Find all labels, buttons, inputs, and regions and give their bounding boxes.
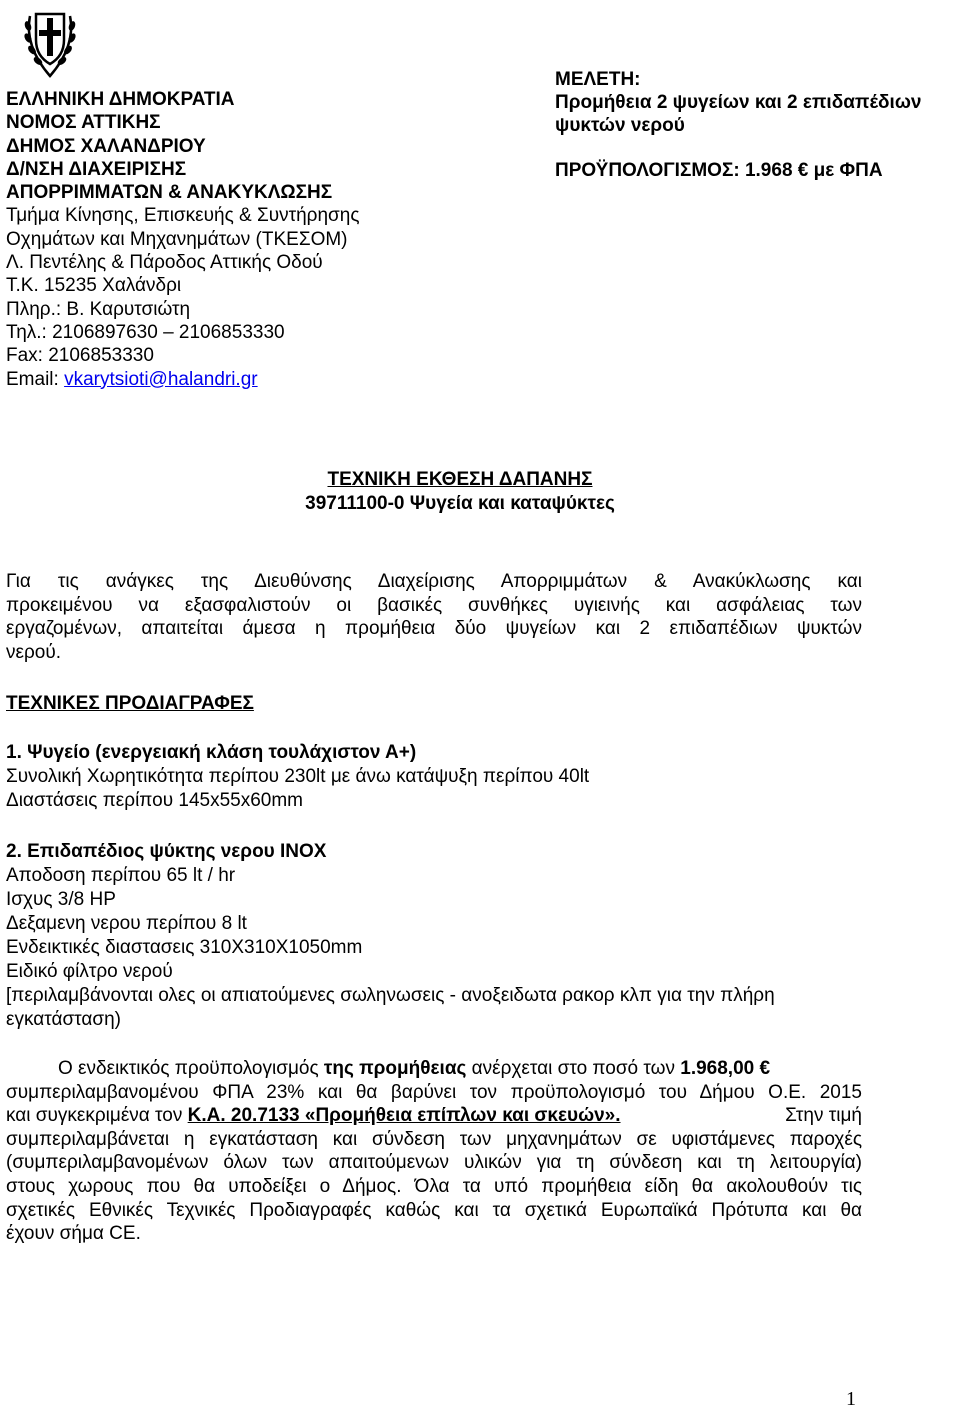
budget-line-5: (συμπεριλαμβανομένων όλων των απαιτούμενων υλικών για τη σύνδεση και τη λειτουργία) bbox=[6, 1152, 862, 1174]
study-header bbox=[555, 68, 921, 182]
budget-paragraph bbox=[6, 1057, 862, 1246]
header-line-municipality: ΔΗΜΟΣ ΧΑΛΑΝΔΡΙΟΥ bbox=[6, 135, 206, 157]
coat-of-arms-emblem bbox=[22, 6, 78, 80]
study-title-line2: ψυκτών νερού bbox=[555, 115, 685, 136]
budget-line-3 bbox=[6, 1104, 862, 1128]
budget-line: ΠΡΟΫΠΟΛΟΓΙΣΜΟΣ: 1.968 € με ΦΠΑ bbox=[555, 160, 883, 181]
spec-item-fridge bbox=[6, 741, 589, 813]
report-title bbox=[0, 468, 920, 516]
header-line-phone: Τηλ.: 2106897630 – 2106853330 bbox=[6, 321, 285, 343]
header-line-contact-person: Πληρ.: Β. Καρυτσιώτη bbox=[6, 298, 191, 320]
spec-line: [περιλαμβάνονται ολες οι απιατούμενες σωληνωσεις - ανοξειδωτα ρακορ κλπ για την πλήρη bbox=[6, 985, 775, 1006]
budget-text-bold: της προμήθειας bbox=[323, 1058, 467, 1079]
spec-line: Διαστάσεις περίπου 145x55x60mm bbox=[6, 790, 304, 811]
spec-line: Ισχυς 3/8 HP bbox=[6, 889, 116, 910]
greek-coat-of-arms-icon bbox=[22, 6, 78, 80]
spec-line: Δεξαμενη νερου περίπου 8 lt bbox=[6, 913, 247, 934]
spec-item-title: 2. Επιδαπέδιος ψύκτης νερου INOX bbox=[6, 841, 327, 862]
budget-text: και συγκεκριμένα τον bbox=[6, 1105, 188, 1127]
spec-line: εγκατάσταση) bbox=[6, 1009, 122, 1030]
budget-code: Κ.Α. 20.7133 «Προμήθεια επίπλων και σκευών». bbox=[187, 1105, 621, 1127]
study-title-line1: Προμήθεια 2 ψυγείων και 2 επιδαπέδιων bbox=[555, 92, 922, 113]
header-line-address: Λ. Πεντέλης & Πάροδος Αττικής Οδού bbox=[6, 252, 323, 274]
spec-item-title: 1. Ψυγείο (ενεργειακή κλάση τουλάχιστον Α+) bbox=[6, 742, 417, 763]
budget-line-3-start bbox=[6, 1104, 621, 1128]
spec-line: Συνολική Χωρητικότητα περίπου 230lt με άνω κατάψυξη περίπου 40lt bbox=[6, 766, 590, 787]
budget-text: Στην τιμή bbox=[785, 1105, 862, 1127]
intro-paragraph bbox=[6, 570, 862, 664]
spec-line: Ειδικό φίλτρο νερού bbox=[6, 961, 173, 982]
budget-line-4: συμπεριλαμβάνεται η εγκατάσταση και σύνδεση των μηχανημάτων σε υφιστάμενες παροχές bbox=[6, 1128, 862, 1150]
budget-text: ανέρχεται στο ποσό των bbox=[466, 1058, 681, 1079]
page-number: 1 bbox=[846, 1388, 856, 1410]
header-line-country: ΕΛΛΗΝΙΚΗ ΔΗΜΟΚΡΑΤΙΑ bbox=[6, 89, 235, 110]
authority-header bbox=[6, 88, 360, 391]
header-line-department-cont: Οχημάτων και Μηχανημάτων (ΤΚΕΣΟΜ) bbox=[6, 228, 348, 250]
budget-line-7: σχετικές Εθνικές Τεχνικές Προδιαγραφές καθώς και τα σχετικά Ευρωπαϊκά Πρότυπα και θα bbox=[6, 1199, 862, 1221]
study-label: ΜΕΛΕΤΗ: bbox=[555, 69, 641, 90]
specs-heading: ΤΕΧΝΙΚΕΣ ΠΡΟΔΙΑΓΡΑΦΕΣ bbox=[6, 693, 254, 714]
email-link[interactable]: vkarytsioti@halandri.gr bbox=[64, 368, 258, 390]
email-label: Email: bbox=[6, 368, 65, 390]
spec-line: Ενδεικτικές διαστασεις 310Χ310Χ1050mm bbox=[6, 937, 363, 958]
budget-amount: 1.968,00 € bbox=[680, 1058, 771, 1079]
report-title-line2: 39711100-0 Ψυγεία και καταψύκτες bbox=[305, 493, 615, 514]
report-title-line1: ΤΕΧΝΙΚΗ ΕΚΘΕΣΗ ΔΑΠΑΝΗΣ bbox=[327, 469, 593, 490]
budget-text: Ο ενδεικτικός προϋπολογισμός bbox=[58, 1058, 324, 1079]
budget-line-2: συμπεριλαμβανομένου ΦΠΑ 23% και θα βαρύνει τον προϋπολογισμό του Δήμου Ο.Ε. 2015 bbox=[6, 1081, 862, 1103]
header-line-department: Τμήμα Κίνησης, Επισκευής & Συντήρησης bbox=[6, 205, 360, 227]
header-line-postcode: Τ.Κ. 15235 Χαλάνδρι bbox=[6, 275, 182, 297]
intro-line: προκειμένου να εξασφαλιστούν οι βασικές συνθήκες υγιεινής και ασφάλειας των bbox=[6, 594, 862, 616]
spec-line: Αποδοση περίπου 65 lt / hr bbox=[6, 865, 236, 886]
intro-line: Για τις ανάγκες της Διευθύνσης Διαχείρισης Απορριμμάτων & Ανακύκλωσης και bbox=[6, 571, 862, 592]
header-line-directorate-cont: ΑΠΟΡΡΙΜΜΑΤΩΝ & ΑΝΑΚΥΚΛΩΣΗΣ bbox=[6, 182, 333, 204]
spec-item-water-cooler bbox=[6, 840, 775, 1032]
intro-line: εργαζομένων, απαιτείται άμεσα η προμήθεια δύο ψυγείων και 2 επιδαπέδιων ψυκτών bbox=[6, 618, 862, 640]
header-line-fax: Fax: 2106853330 bbox=[6, 345, 154, 367]
header-line-prefecture: ΝΟΜΟΣ ΑΤΤΙΚΗΣ bbox=[6, 112, 161, 134]
intro-line: νερού. bbox=[6, 641, 62, 663]
budget-line-8: έχουν σήμα CE. bbox=[6, 1223, 141, 1245]
budget-line-6: στους χωρους που θα υποδείξει ο Δήμος. Όλα τα υπό προμήθεια είδη θα ακολουθούν τις bbox=[6, 1175, 862, 1197]
header-line-email bbox=[6, 368, 360, 391]
header-line-directorate: Δ/ΝΣΗ ΔΙΑΧΕΙΡΙΣΗΣ bbox=[6, 158, 187, 180]
budget-line-1 bbox=[6, 1057, 862, 1081]
